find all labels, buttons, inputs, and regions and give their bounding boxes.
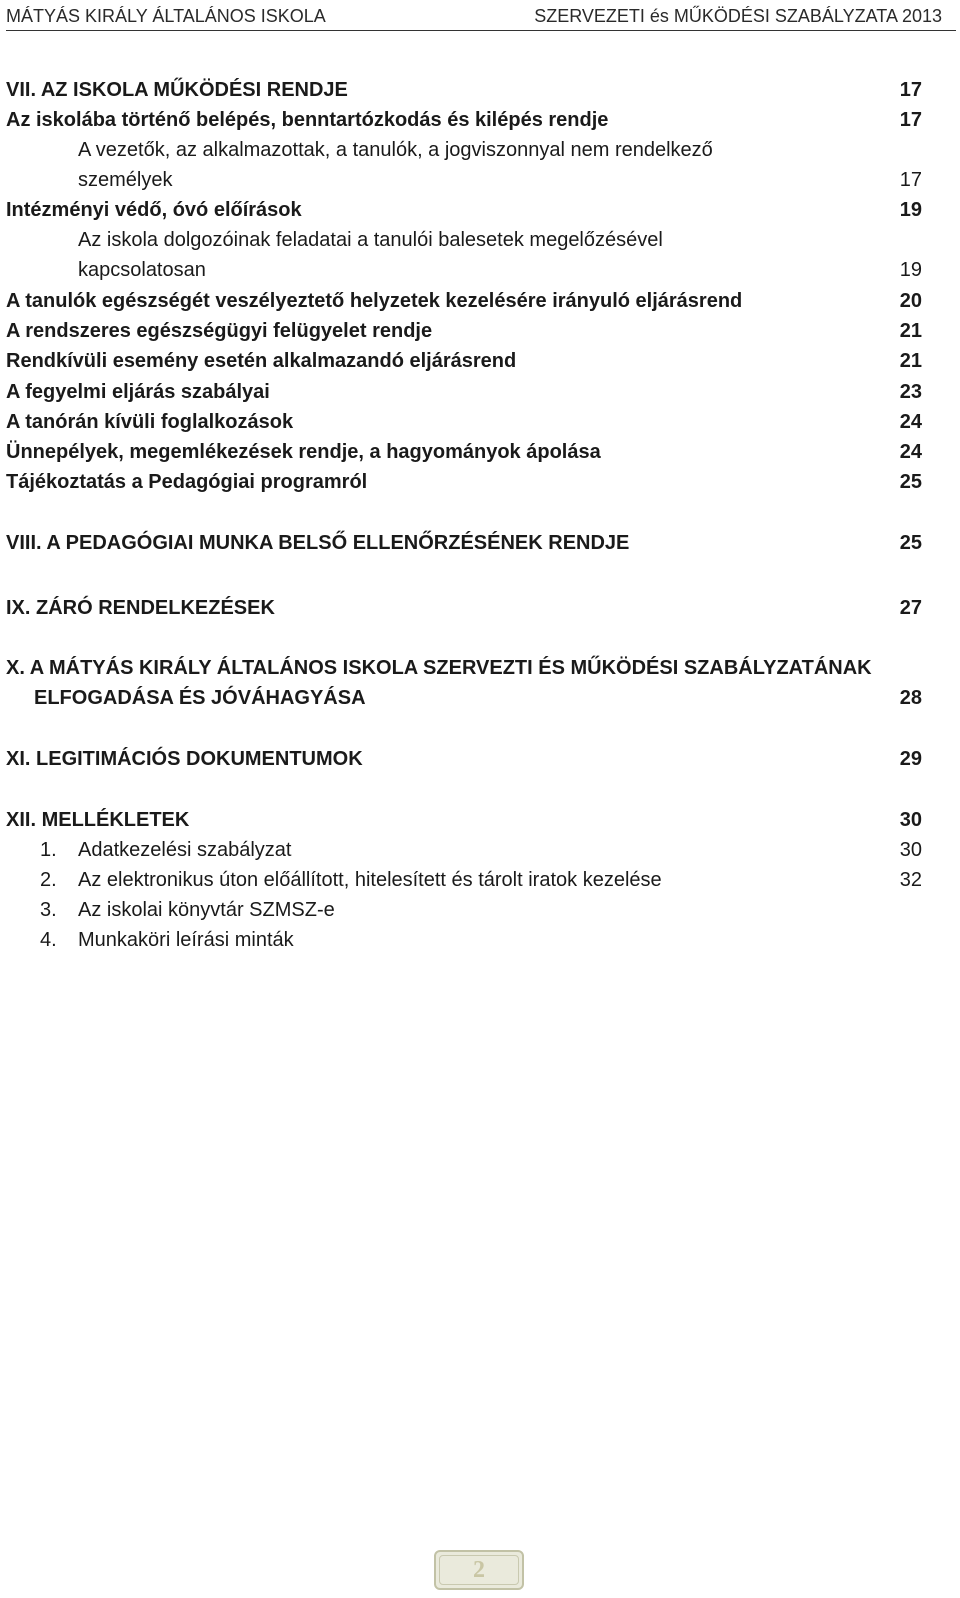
toc-entry-title: Rendkívüli esemény esetén alkalmazandó eljárásrend bbox=[6, 350, 517, 372]
page-number-frame bbox=[439, 1555, 519, 1585]
toc-entry-title: Intézményi védő, óvó előírások bbox=[6, 199, 302, 221]
toc-entry-title: IX. ZÁRÓ RENDELKEZÉSEK bbox=[6, 597, 275, 619]
toc-entry-title: VIII. A PEDAGÓGIAI MUNKA BELSŐ ELLENŐRZÉSÉNEK RENDJE bbox=[6, 532, 630, 554]
page-number-badge bbox=[434, 1550, 524, 1590]
toc-entry-page: 17 bbox=[899, 109, 922, 131]
header-school-name: MÁTYÁS KIRÁLY ÁLTALÁNOS ISKOLA bbox=[6, 6, 326, 26]
toc-entry-page: 24 bbox=[899, 411, 922, 433]
toc-entry-page: 29 bbox=[899, 748, 922, 770]
toc-entry-title-line1: X. A MÁTYÁS KIRÁLY ÁLTALÁNOS ISKOLA SZERVEZTI ÉS MŰKÖDÉSI SZABÁLYZATÁNAK bbox=[6, 657, 872, 679]
toc-entry-page: 25 bbox=[899, 471, 922, 493]
toc-entry-page: 17 bbox=[899, 169, 922, 191]
toc-entry-title-line1: Az iskola dolgozóinak feladatai a tanulói balesetek megelőzésével bbox=[78, 229, 663, 251]
toc-entry-page: 27 bbox=[899, 597, 922, 619]
toc-entry-page: 30 bbox=[899, 809, 922, 831]
toc-entry-title-line2: személyek bbox=[78, 169, 173, 191]
toc-entry-page: 19 bbox=[899, 259, 922, 281]
toc-entry-page: 17 bbox=[899, 79, 922, 101]
page-header bbox=[6, 6, 956, 31]
toc-entry-title: A fegyelmi eljárás szabályai bbox=[6, 381, 270, 403]
toc-entry-page: 30 bbox=[899, 839, 922, 861]
toc-entry-title: Az iskolába történő belépés, benntartózkodás és kilépés rendje bbox=[6, 109, 609, 131]
toc-entry-page: 21 bbox=[899, 320, 922, 342]
toc-entry-title: VII. AZ ISKOLA MŰKÖDÉSI RENDJE bbox=[6, 79, 348, 101]
page-number: 2 bbox=[473, 1556, 485, 1583]
toc-entry-number: 4. bbox=[40, 929, 57, 951]
toc-entry-title: Adatkezelési szabályzat bbox=[78, 839, 292, 861]
toc-entry-page: 25 bbox=[899, 532, 922, 554]
toc-entry-title-line2: ELFOGADÁSA ÉS JÓVÁHAGYÁSA bbox=[34, 687, 366, 709]
toc-entry-title: Ünnepélyek, megemlékezések rendje, a hagyományok ápolása bbox=[6, 441, 601, 463]
toc-entry-title: A tanulók egészségét veszélyeztető helyzetek kezelésére irányuló eljárásrend bbox=[6, 290, 743, 312]
toc-entry-title-line1: A vezetők, az alkalmazottak, a tanulók, a jogviszonnyal nem rendelkező bbox=[78, 139, 713, 161]
toc-entry-title: Az elektronikus úton előállított, hitelesített és tárolt iratok kezelése bbox=[78, 869, 662, 891]
toc-entry-number: 3. bbox=[40, 899, 57, 921]
toc-entry-number: 1. bbox=[40, 839, 57, 861]
toc-entry-title: Munkaköri leírási minták bbox=[78, 929, 294, 951]
toc-entry-page: 32 bbox=[899, 869, 922, 891]
toc-entry-page: 21 bbox=[899, 350, 922, 372]
toc-entry-title: Az iskolai könyvtár SZMSZ-e bbox=[78, 899, 335, 921]
toc-entry-page: 23 bbox=[899, 381, 922, 403]
toc-entry-title: XII. MELLÉKLETEK bbox=[6, 809, 190, 831]
toc-entry-title: A rendszeres egészségügyi felügyelet rendje bbox=[6, 320, 433, 342]
header-document-title: SZERVEZETI és MŰKÖDÉSI SZABÁLYZATA 2013 bbox=[534, 6, 942, 26]
toc-entry-title: A tanórán kívüli foglalkozások bbox=[6, 411, 294, 433]
toc-entry-number: 2. bbox=[40, 869, 57, 891]
toc-entry-title: XI. LEGITIMÁCIÓS DOKUMENTUMOK bbox=[6, 748, 363, 770]
toc-entry-page: 20 bbox=[899, 290, 922, 312]
toc-entry-title: Tájékoztatás a Pedagógiai programról bbox=[6, 471, 368, 493]
toc-entry-page: 24 bbox=[899, 441, 922, 463]
toc-entry-title-line2: kapcsolatosan bbox=[78, 259, 206, 281]
toc-entry-page: 19 bbox=[899, 199, 922, 221]
toc-entry-page: 28 bbox=[899, 687, 922, 709]
